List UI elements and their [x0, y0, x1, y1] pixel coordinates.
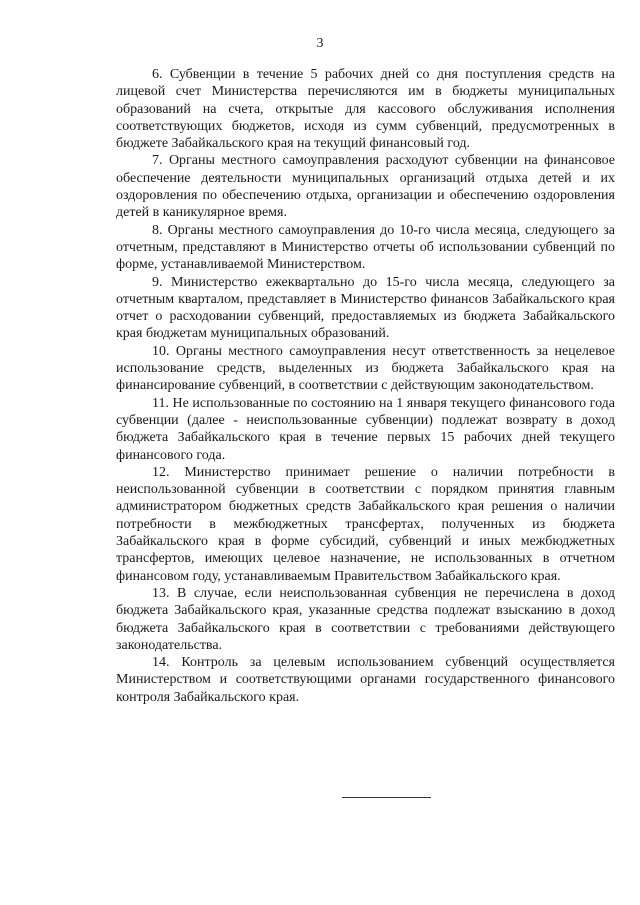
- paragraph-9: 9. Министерство ежеквартально до 15-го числа месяца, следующего за отчетным кварталом, представляет в Министерство финансов Забайкальского края отчет о расходовании субвенций, предоставляемых из бюджета Забайкальского края бюджетам муниципальных образований.: [116, 274, 615, 342]
- paragraph-12: 12. Министерство принимает решение о наличии потребности в неиспользованной субвенции в соответствии с порядком принятия главным администратором бюджетных средств Забайкальского края решения о наличии потребности в межбюджетных трансфертах, полученных из бюджета Забайкальского края в форме субсидий, субвенций и иных межбюджетных трансфертов, имеющих целевое назначение, не использованных в отчетном финансовом году, устанавливаемым Правительством Забайкальского края.: [116, 464, 615, 584]
- page-number: 3: [316, 36, 324, 51]
- paragraph-10: 10. Органы местного самоуправления несут ответственность за нецелевое использование средств, выделенных из бюджета Забайкальского края на финансирование субвенций, в соответствии с действующим законодательством.: [116, 343, 615, 394]
- paragraph-14: 14. Контроль за целевым использованием субвенций осуществляется Министерством и соответствующими органами государственного финансового контроля Забайкальского края.: [116, 655, 615, 705]
- document-body: [116, 66, 615, 706]
- paragraph-7: 7. Органы местного самоуправления расходуют субвенции на финансовое обеспечение деятельности муниципальных организаций отдыха детей и их оздоровления по обеспечению отдыха, организации и обеспечению оздоровления детей в каникулярное время.: [116, 153, 615, 221]
- paragraph-8: 8. Органы местного самоуправления до 10-го числа месяца, следующего за отчетным, представляют в Министерство отчеты об использовании субвенций по форме, устанавливаемой Министерством.: [116, 222, 615, 273]
- paragraph-13: 13. В случае, если неиспользованная субвенция не перечислена в доход бюджета Забайкальского края, указанные средства подлежат взысканию в доход бюджета Забайкальского края в соответствии с требованиями действующего законодательства.: [116, 585, 615, 653]
- paragraph-6: 6. Субвенции в течение 5 рабочих дней со дня поступления средств на лицевой счет Министерства перечисляются им в бюджеты муниципальных образований на счета, открытые для кассового обслуживания исполнения соответствующих бюджетов, исходя из сумм субвенций, предусмотренных в бюджете Забайкальского края на текущий финансовый год.: [116, 67, 615, 152]
- end-separator-line: [342, 797, 431, 798]
- paragraph-11: 11. Не использованные по состоянию на 1 января текущего финансового года субвенции (далее - неиспользованные субвенции) подлежат возврату в доход бюджета Забайкальского края в течение первых 15 рабочих дней текущего финансового года.: [116, 395, 615, 463]
